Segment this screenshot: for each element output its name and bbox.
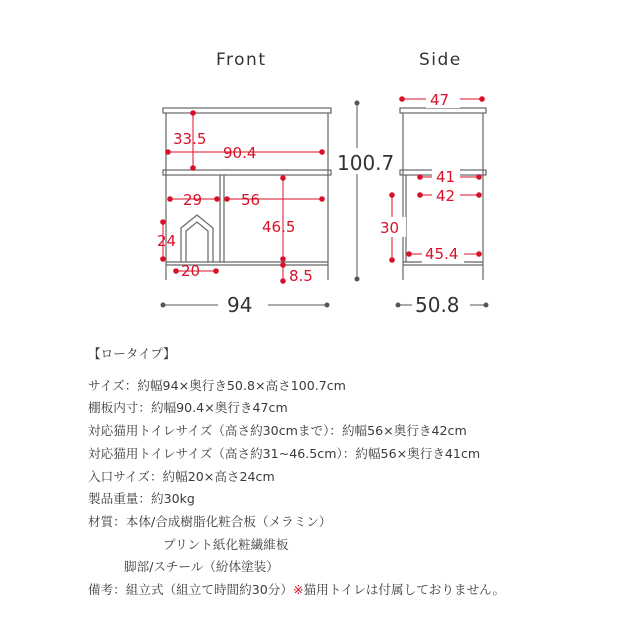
- total-height-label: 100.7: [337, 151, 395, 175]
- inner-width-label: 90.4: [223, 144, 257, 162]
- spec-litter-high: 対応猫用トイレサイズ（高さ約31~46.5cm）：約幅56×奥行き41cm: [88, 445, 481, 461]
- spec-entrance: 入口サイズ：約幅20×高さ24cm: [88, 468, 275, 484]
- spec-material-line3: 脚部/スチール（紛体塗装）: [124, 559, 279, 575]
- spec-heading: 【ロータイプ】: [88, 346, 176, 361]
- litter-space-width-label: 56: [241, 191, 261, 209]
- side-depth-b-label: 42: [436, 187, 456, 205]
- total-width-label: 94: [227, 293, 253, 317]
- spec-shelf-inner: 棚板内寸：約幅90.4×奥行き47cm: [88, 400, 288, 416]
- litter-space-height-label: 46.5: [262, 218, 296, 236]
- spec-size: サイズ：約幅94×奥行き50.8×高さ100.7cm: [88, 377, 346, 393]
- side-top-depth-label: 47: [430, 91, 450, 109]
- front-view-title: Front: [216, 50, 267, 70]
- spec-note-prefix: 備考：組立式（組立て時間約30分）: [88, 582, 293, 598]
- shelf-depth-label: 33.5: [173, 130, 207, 148]
- spec-material-line2: プリント紙化粧繊維板: [163, 536, 289, 552]
- spec-weight: 製品重量：約30kg: [88, 491, 195, 507]
- spec-note: [88, 579, 628, 602]
- entrance-height-label: 24: [157, 232, 177, 250]
- total-depth-label: 50.8: [415, 293, 460, 317]
- spec-material: 材質：本体/合成樹脂化粧合板（メラミン）: [88, 513, 332, 529]
- leg-height-label: 8.5: [289, 267, 313, 285]
- side-height-30-label: 30: [380, 219, 400, 237]
- spec-litter-low: 対応猫用トイレサイズ（高さ約30cmまで）：約幅56×奥行き42cm: [88, 423, 467, 439]
- entrance-width-label: 20: [181, 262, 201, 280]
- side-bottom-depth-label: 45.4: [425, 245, 459, 263]
- spec-note-suffix: 猫用トイレは付属しておりません。: [303, 582, 506, 598]
- spec-note-mark: ※: [292, 582, 304, 598]
- spec-list: [88, 343, 628, 602]
- entrance-shelf-width-label: 29: [183, 191, 203, 209]
- side-depth-a-label: 41: [436, 168, 456, 186]
- side-view-title: Side: [419, 50, 462, 70]
